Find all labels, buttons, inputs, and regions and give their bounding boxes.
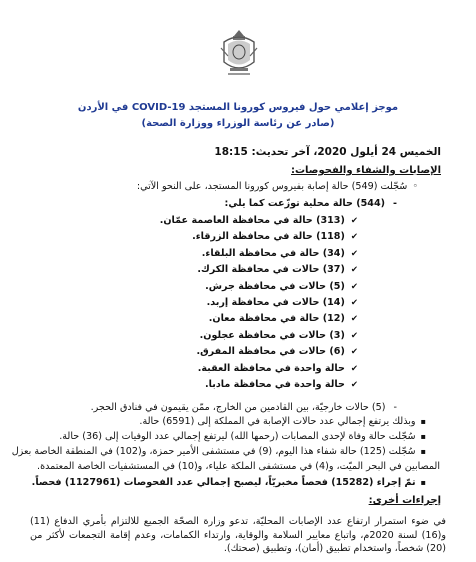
local-case-item: ✔ (313) حالة في محافظة العاصمة عمّان. [160, 215, 358, 227]
closing-paragraph: في ضوء استمرار ارتفاع عدد الإصابات المحليّة، تدعو وزارة الصحّة الجميع للالتزام بأمري الدفاع (11) و(16) لسنة 2020م، واتباع معايير السلامة والوقاية، وارتداء الكمامات، وعدم إقامة التجمعات لأكثر من (20) شخصاً، واستخدام تطبيق (أمان)، وتطبيق (صحتك). [30, 516, 446, 554]
local-case-item: ✔ (118) حالة في محافظة الزرقاء. [192, 231, 358, 243]
document-title: موجز إعلامي حول فيروس كورونا المستجد COVID-19 في الأردن [77, 102, 399, 113]
local-cases-line: - (544) حالة محلية توزّعت كما يلي: [225, 198, 397, 210]
summary-recoveries-cont: المصابين في البحر الميّت، و(4) في مستشفى الملكة علياء، و(10) في المستشفيات الخاصة المعتمدة. [37, 461, 440, 472]
local-case-item: ✔ حالة واحدة في محافظة العقبة. [198, 363, 358, 375]
summary-deaths: ▪ سُجّلت حالة وفاة لإحدى المصابات (رحمها الله) ليرتفع إجمالي عدد الوفيات إلى (36) حالة. [59, 431, 426, 443]
jordan-coat-of-arms-icon [218, 28, 260, 80]
local-case-item: ✔ (5) حالات في محافظة جرش. [205, 281, 358, 293]
summary-total-cases: ▪ وبذلك يرتفع إجمالي عدد حالات الإصابة في المملكة إلى (6591) حالة. [139, 416, 426, 428]
local-case-item: ✔ (6) حالات في محافظة المفرق. [196, 346, 358, 358]
local-case-item: ✔ (12) حالة في محافظة معان. [209, 313, 358, 325]
local-case-item: ✔ (3) حالات في محافظة عجلون. [200, 330, 358, 342]
date-line: الخميس 24 أيلول 2020، آخر تحديث: 18:15 [214, 146, 441, 158]
summary-tests: ▪ تمّ إجراء (15282) فحصاً مخبريّاً، ليصبح إجمالي عدد الفحوصات (1127961) فحصاً. [32, 477, 426, 489]
intro-line: ◦ سُجّلت (549) حالة إصابة بفيروس كورونا المستجد، على النحو الآتي: [137, 181, 418, 193]
local-case-item: ✔ (34) حالة في محافظة البلقاء. [202, 248, 358, 260]
local-case-item: ✔ حالة واحدة في محافظة مادبا. [205, 379, 358, 391]
external-cases-line: - (5) حالات خارجيّة، بين القادمين من الخارج، ممّن يقيمون في فنادق الحجر. [91, 402, 397, 414]
local-case-item: ✔ (14) حالات في محافظة إربد. [207, 297, 358, 309]
section-title-measures: إجراءات أخرى: [368, 495, 441, 506]
summary-recoveries: ▪ سُجّلت (125) حالة شفاء هذا اليوم، (9) في مستشفى الأمير حمزة، و(102) في المنطقة الخاصة بعزل [12, 446, 426, 458]
document-subtitle: (صادر عن رئاسة الوزراء ووزارة الصحة) [141, 118, 335, 129]
local-case-item: ✔ (37) حالات في محافظة الكرك. [197, 264, 358, 276]
section-title-cases: الإصابات والشفاء والفحوصات: [291, 165, 441, 176]
